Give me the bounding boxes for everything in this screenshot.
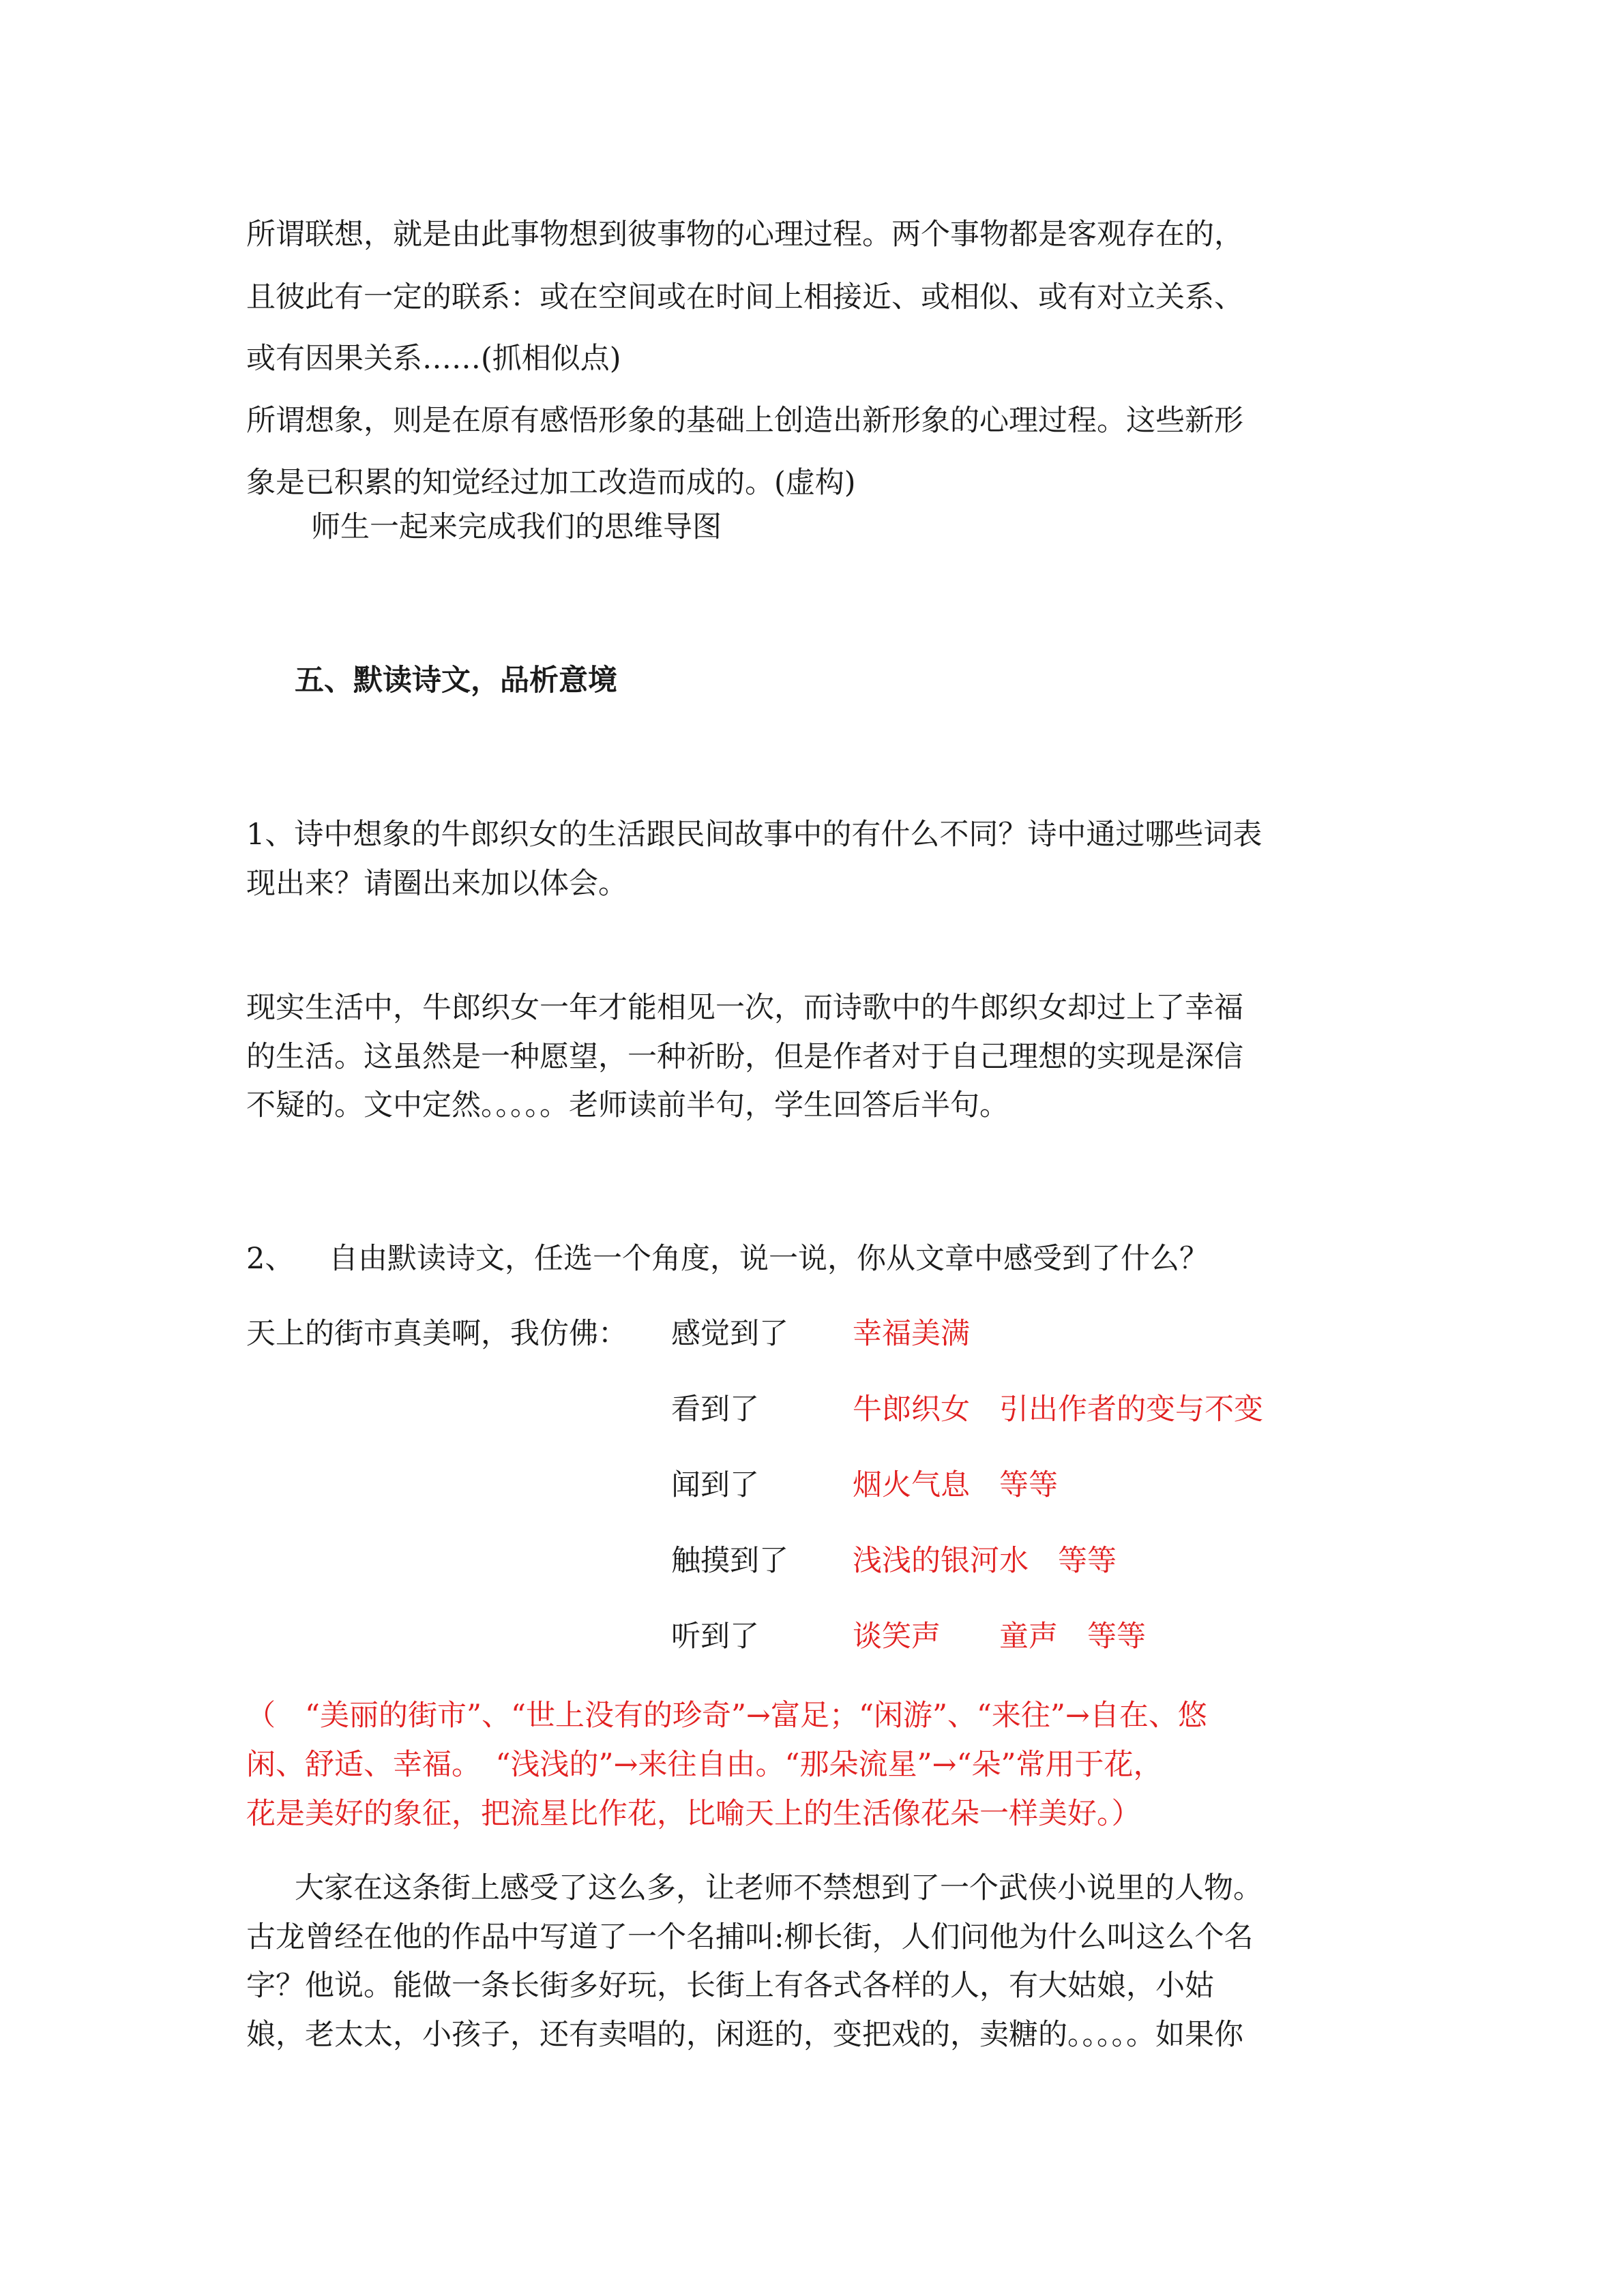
sense-label-smell: 闻到了 bbox=[671, 1468, 759, 1502]
intro-paragraph-1-line-1: 所谓联想，就是由此事物想到彼事物的心理过程。两个事物都是客观存在的， bbox=[246, 218, 1243, 252]
answer-1-line-1: 现实生活中，牛郎织女一年才能相见一次，而诗歌中的牛郎织女却过上了幸福 bbox=[246, 991, 1243, 1025]
sense-label-feel: 感觉到了 bbox=[671, 1317, 788, 1351]
question-2-number: 2、 bbox=[246, 1242, 295, 1276]
question-1-line-1: 1、诗中想象的牛郎织女的生活跟民间故事中的有什么不同？诗中通过哪些词表 bbox=[246, 818, 1263, 852]
closing-line-1: 大家在这条街上感受了这么多，让老师不禁想到了一个武侠小说里的人物。 bbox=[295, 1871, 1263, 1905]
sense-answer-feel: 幸福美满 bbox=[853, 1317, 970, 1351]
sense-answer-hear: 谈笑声 童声 等等 bbox=[853, 1620, 1146, 1654]
intro-paragraph-2-line-2: 象是已积累的知觉经过加工改造而成的。(虚构) bbox=[246, 466, 856, 500]
note-line-1: （ “美丽的街市”、“世上没有的珍奇”→富足；“闲游”、“来往”→自在、悠 bbox=[246, 1699, 1207, 1733]
sense-answer-smell: 烟火气息 等等 bbox=[853, 1468, 1058, 1502]
intro-paragraph-1-line-3: 或有因果关系……(抓相似点) bbox=[246, 342, 621, 376]
section-heading: 五、默读诗文，品析意境 bbox=[295, 664, 617, 698]
closing-line-2: 古龙曾经在他的作品中写道了一个名捕叫:柳长街，人们问他为什么叫这么个名 bbox=[246, 1920, 1254, 1954]
question-1-line-2: 现出来？请圈出来加以体会。 bbox=[246, 867, 628, 901]
closing-line-4: 娘，老太太，小孩子，还有卖唱的，闲逛的，变把戏的，卖糖的。。。。。如果你 bbox=[246, 2018, 1243, 2052]
note-line-2: 闲、舒适、幸福。 “浅浅的”→来往自由。“那朵流星”→“朵”常用于花， bbox=[246, 1748, 1163, 1782]
senses-lead: 天上的街市真美啊，我仿佛： bbox=[246, 1317, 628, 1351]
sense-label-hear: 听到了 bbox=[671, 1620, 759, 1654]
closing-line-3: 字？他说。能做一条长街多好玩，长街上有各式各样的人，有大姑娘，小姑 bbox=[246, 1969, 1214, 2003]
note-line-3: 花是美好的象征，把流星比作花，比喻天上的生活像花朵一样美好。） bbox=[246, 1797, 1141, 1831]
mind-map-note: 师生一起来完成我们的思维导图 bbox=[311, 510, 722, 544]
sense-answer-touch: 浅浅的银河水 等等 bbox=[853, 1544, 1117, 1578]
sense-label-touch: 触摸到了 bbox=[671, 1544, 788, 1578]
sense-label-see: 看到了 bbox=[671, 1392, 759, 1427]
question-2-text: 自由默读诗文，任选一个角度，说一说，你从文章中感受到了什么？ bbox=[329, 1242, 1209, 1276]
sense-answer-see: 牛郎织女 引出作者的变与不变 bbox=[853, 1392, 1263, 1427]
answer-1-line-2: 的生活。这虽然是一种愿望，一种祈盼，但是作者对于自己理想的实现是深信 bbox=[246, 1040, 1243, 1074]
intro-paragraph-1-line-2: 且彼此有一定的联系：或在空间或在时间上相接近、或相似、或有对立关系、 bbox=[246, 280, 1243, 314]
intro-paragraph-2-line-1: 所谓想象，则是在原有感悟形象的基础上创造出新形象的心理过程。这些新形 bbox=[246, 404, 1243, 438]
answer-1-line-3: 不疑的。文中定然。。。。。老师读前半句，学生回答后半句。 bbox=[246, 1088, 1009, 1122]
